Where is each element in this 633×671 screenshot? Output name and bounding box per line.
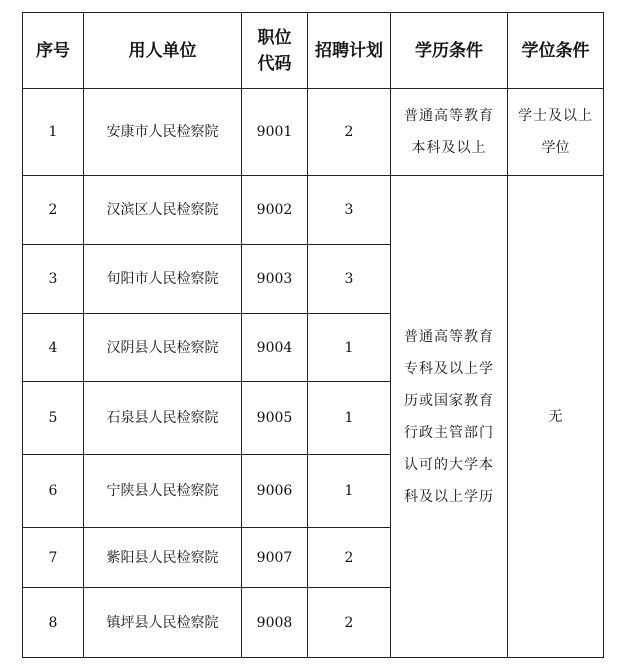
cell-seq: 2	[23, 176, 84, 245]
cell-plan: 1	[308, 382, 391, 455]
cell-unit: 旬阳市人民检察院	[84, 245, 242, 314]
education-line-5: 认可的大学本	[404, 456, 494, 473]
cell-plan: 3	[308, 176, 391, 245]
header-plan: 招聘计划	[308, 13, 391, 89]
education-line-3: 历或国家教育	[404, 392, 494, 409]
cell-unit: 紫阳县人民检察院	[84, 528, 242, 588]
cell-code: 9005	[242, 382, 308, 455]
cell-seq: 8	[23, 588, 84, 658]
cell-code: 9003	[242, 245, 308, 314]
header-seq: 序号	[23, 13, 84, 89]
cell-code: 9007	[242, 528, 308, 588]
cell-code: 9004	[242, 314, 308, 382]
cell-code: 9002	[242, 176, 308, 245]
cell-code: 9001	[242, 89, 308, 176]
cell-unit: 汉阴县人民检察院	[84, 314, 242, 382]
header-degree: 学位条件	[508, 13, 604, 89]
cell-seq: 4	[23, 314, 84, 382]
degree-row1-line1: 学士及以上	[518, 108, 593, 124]
cell-unit: 安康市人民检察院	[84, 89, 242, 176]
cell-education-row1	[391, 89, 508, 176]
header-row	[23, 13, 604, 89]
cell-unit: 镇坪县人民检察院	[84, 588, 242, 658]
cell-unit: 汉滨区人民检察院	[84, 176, 242, 245]
cell-degree-merged: 无	[508, 176, 604, 658]
cell-seq: 3	[23, 245, 84, 314]
cell-education-merged	[391, 176, 508, 658]
cell-plan: 1	[308, 314, 391, 382]
header-code-line2: 代码	[257, 53, 292, 74]
cell-plan: 2	[308, 528, 391, 588]
table-row	[23, 176, 604, 245]
education-row1-line1: 普通高等教育	[404, 108, 494, 124]
cell-seq: 6	[23, 455, 84, 528]
header-education: 学历条件	[391, 13, 508, 89]
degree-row1-line2: 学位	[541, 140, 570, 156]
education-line-1: 普通高等教育	[404, 328, 494, 345]
education-line-2: 专科及以上学	[404, 360, 494, 377]
education-line-4: 行政主管部门	[404, 424, 494, 441]
cell-seq: 1	[23, 89, 84, 176]
header-unit: 用人单位	[84, 13, 242, 89]
table-row	[23, 89, 604, 176]
cell-degree-row1	[508, 89, 604, 176]
header-code	[242, 13, 308, 89]
cell-seq: 7	[23, 528, 84, 588]
cell-unit: 宁陕县人民检察院	[84, 455, 242, 528]
recruitment-table	[22, 12, 604, 658]
cell-plan: 1	[308, 455, 391, 528]
recruitment-table-wrapper	[22, 12, 604, 658]
header-code-line1: 职位	[257, 27, 292, 48]
cell-plan: 3	[308, 245, 391, 314]
cell-unit: 石泉县人民检察院	[84, 382, 242, 455]
education-line-6: 科及以上学历	[404, 488, 494, 505]
cell-code: 9006	[242, 455, 308, 528]
cell-code: 9008	[242, 588, 308, 658]
cell-plan: 2	[308, 588, 391, 658]
education-row1-line2: 本科及以上	[411, 140, 487, 156]
cell-plan: 2	[308, 89, 391, 176]
cell-seq: 5	[23, 382, 84, 455]
